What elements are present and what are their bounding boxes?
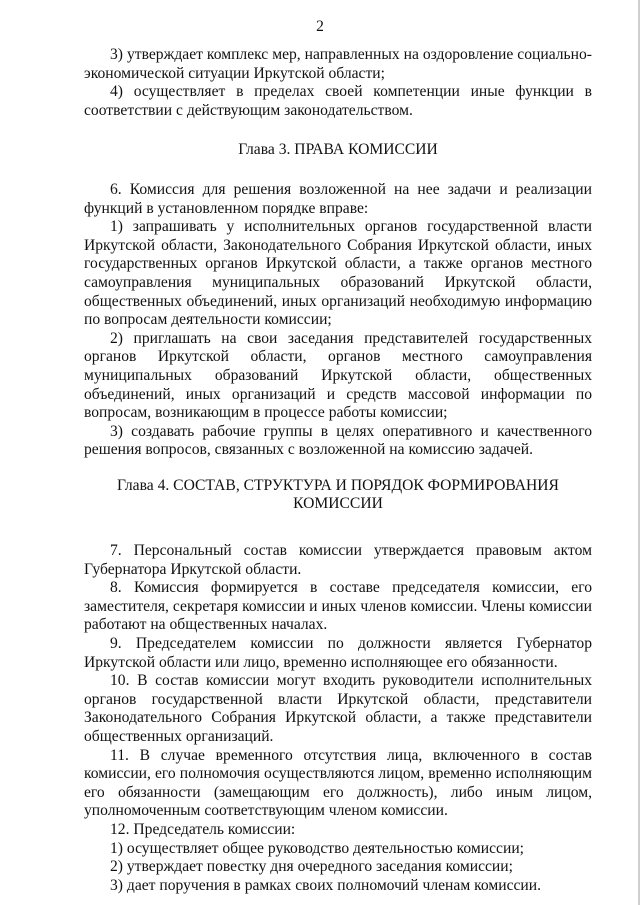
list-item: 1) осуществляет общее руководство деятельностью комиссии;: [110, 839, 525, 857]
list-item: 2) утверждает повестку дня очередного заседания комиссии;: [110, 858, 513, 876]
paragraph: 1) запрашивать у исполнительных органов государственной власти Иркутской области, Законодательного Собрания Иркутской области, иных государственных органов Иркутской области, а также органов местного самоуправления муниципальных образований Иркутской области, общественных объединений, иных организаций необходимую информацию по вопросам деятельности комиссии;: [84, 218, 592, 329]
paragraph: 3) создавать рабочие группы в целях оперативного и качественного решения вопросов, связанных с возложенной на комиссию задачей.: [84, 422, 592, 459]
document-body: [84, 46, 592, 895]
paragraph: 8. Комиссия формируется в составе председателя комиссии, его заместителя, секретаря комиссии и иных членов комиссии. Члены комиссии работают на общественных началах.: [84, 579, 592, 634]
list-item: 3) дает поручения в рамках своих полномочий членам комиссии.: [110, 876, 542, 894]
paragraph: 12. Председатель комиссии:: [110, 820, 296, 838]
paragraph: 4) осуществляет в пределах своей компетенции иные функции в соответствии с действующим законодательством.: [84, 83, 592, 119]
chapter-3-heading: Глава 3. ПРАВА КОМИССИИ: [238, 141, 438, 159]
paragraph: 6. Комиссия для решения возложенной на нее задачи и реализации функций в установленном порядке вправе:: [84, 180, 592, 217]
paragraph: 3) утверждает комплекс мер, направленных на оздоровление социально-экономической ситуации Иркутской области;: [84, 46, 592, 82]
paragraph: 9. Председателем комиссии по должности является Губернатор Иркутской области или лицо, временно исполняющее его обязанности.: [84, 635, 592, 671]
paragraph: 11. В случае временного отсутствия лица, включенного в состав комиссии, его полномочия осуществляются лицом, временно исполняющим его обязанности (замещающим его должность), либо иным лицом, уполномоченным соответствующим членом комиссии.: [84, 746, 592, 820]
page-number: 2: [316, 18, 324, 35]
paragraph: 2) приглашать на свои заседания представителей государственных органов Иркутской области, органов местного самоуправления муниципальных образований Иркутской области, общественных объединений, иных организаций и средств массовой информации по вопросам, возникающим в процессе работы комиссии;: [84, 329, 592, 422]
paragraph: 10. В состав комиссии могут входить руководители исполнительных органов государственной власти Иркутской области, представители Законодательного Собрания Иркутской области, а также представители общественных организаций.: [84, 672, 592, 745]
chapter-4-heading: Глава 4. СОСТАВ, СТРУКТУРА И ПОРЯДОК ФОРМИРОВАНИЯ КОМИССИИ: [117, 476, 559, 513]
paragraph: 7. Персональный состав комиссии утверждается правовым актом Губернатора Иркутской области.: [84, 542, 592, 578]
